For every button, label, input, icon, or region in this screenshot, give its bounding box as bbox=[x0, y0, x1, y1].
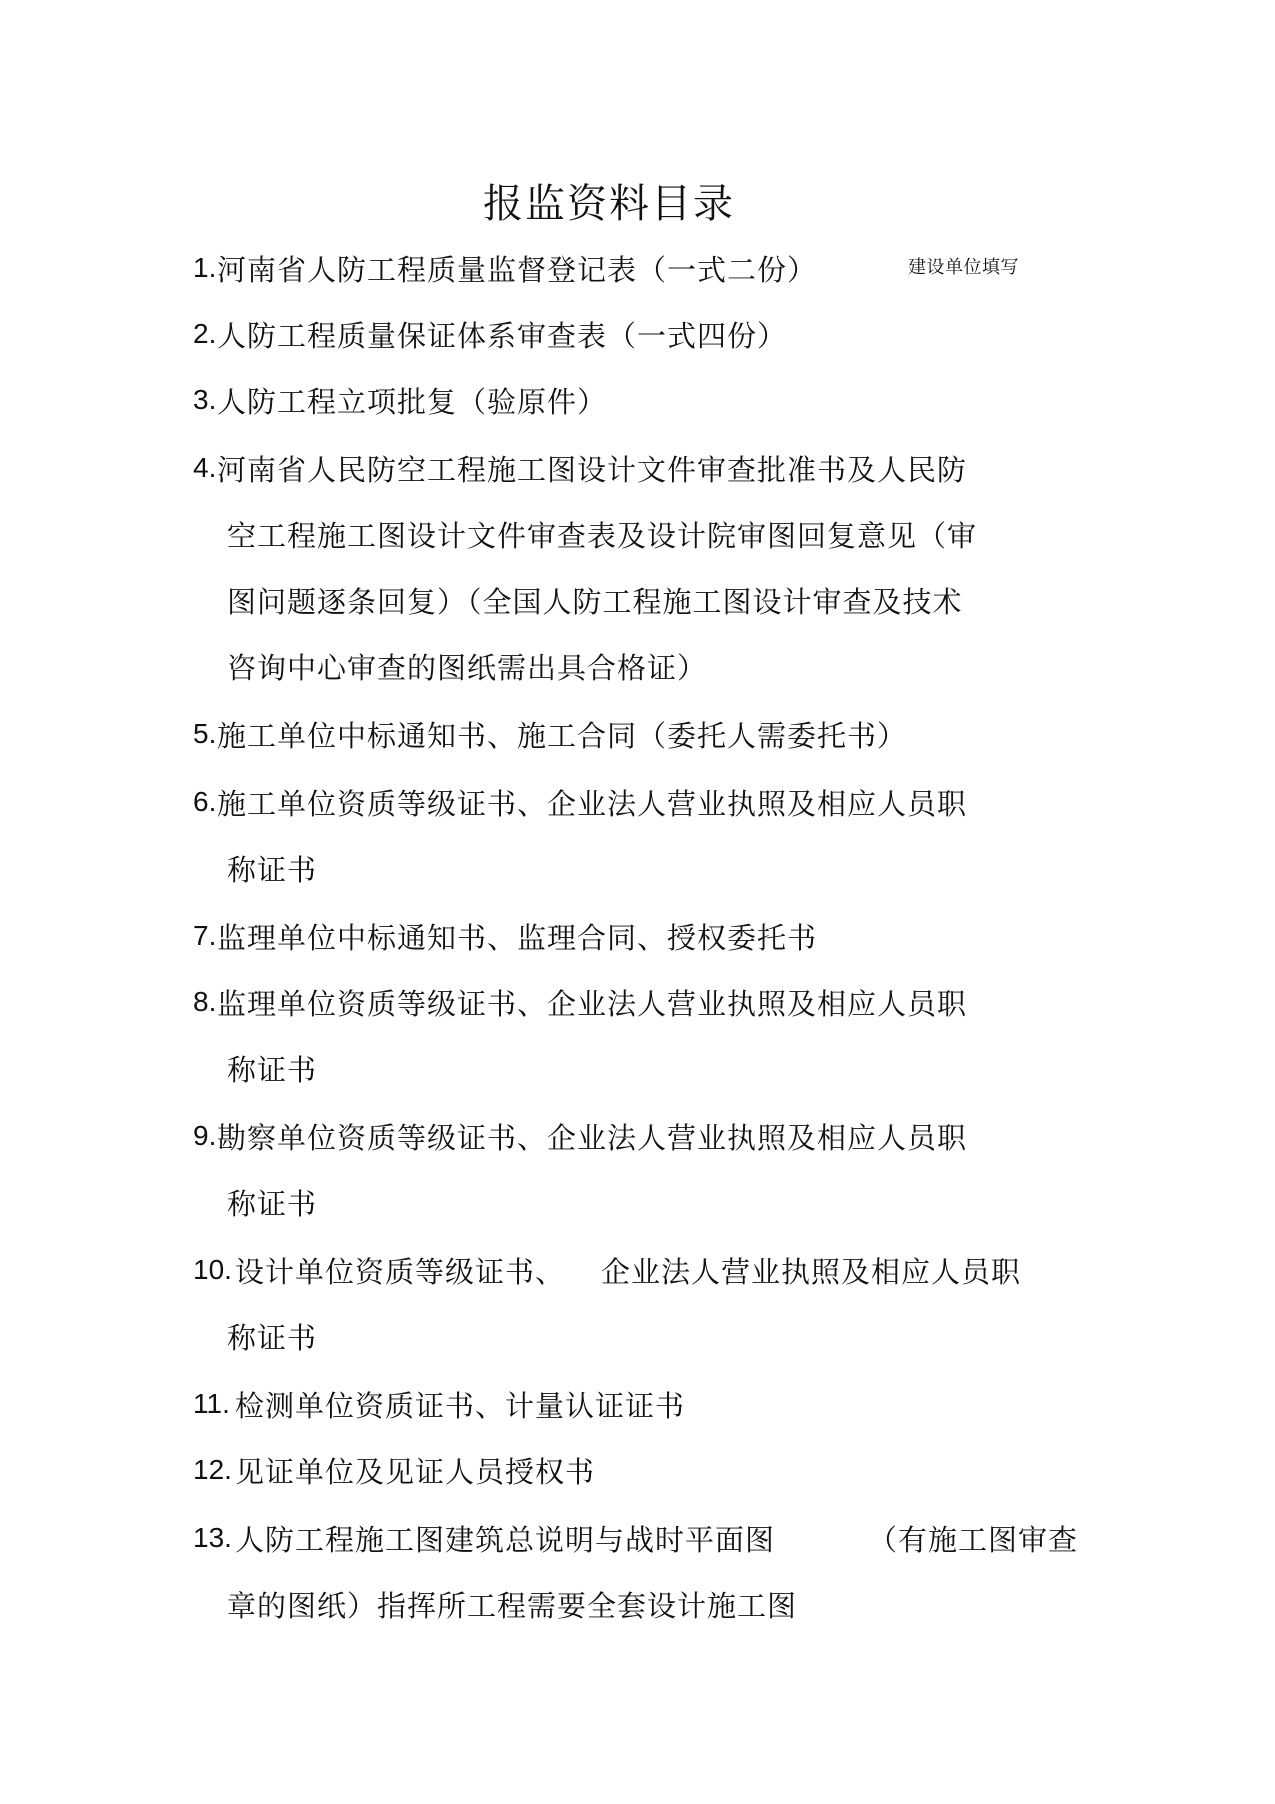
item-13-line-1b: （有施工图审查 bbox=[868, 1523, 1079, 1557]
item-6-line-1: 施工单位资质等级证书、企业法人营业执照及相应人员职 bbox=[217, 787, 968, 821]
item-number-11: 11. bbox=[193, 1388, 230, 1419]
builder-fill-note: 建设单位填写 bbox=[908, 257, 1019, 278]
item-4-line-2: 空工程施工图设计文件审查表及设计院审图回复意见（审 bbox=[227, 519, 978, 553]
item-7-line-1: 监理单位中标通知书、监理合同、授权委托书 bbox=[217, 921, 818, 955]
item-number-9: 9. bbox=[193, 1120, 217, 1151]
item-5-line-1: 施工单位中标通知书、施工合同（委托人需委托书） bbox=[217, 719, 908, 753]
item-number-12: 12. bbox=[193, 1454, 232, 1485]
item-13-line-2: 章的图纸）指挥所工程需要全套设计施工图 bbox=[227, 1589, 798, 1623]
item-number-3: 3. bbox=[193, 384, 217, 415]
item-9-line-1: 勘察单位资质等级证书、企业法人营业执照及相应人员职 bbox=[217, 1121, 968, 1155]
item-number-7: 7. bbox=[193, 920, 217, 951]
item-number-13: 13. bbox=[193, 1522, 232, 1553]
item-8-line-2: 称证书 bbox=[227, 1053, 318, 1087]
item-9-line-2: 称证书 bbox=[227, 1187, 318, 1221]
item-2-line-1: 人防工程质量保证体系审查表（一式四份） bbox=[217, 319, 788, 353]
item-13-line-1: 人防工程施工图建筑总说明与战时平面图 bbox=[235, 1523, 776, 1557]
item-number-4: 4. bbox=[193, 452, 217, 483]
item-number-6: 6. bbox=[193, 786, 217, 817]
item-number-10: 10. bbox=[193, 1254, 232, 1285]
item-number-1: 1. bbox=[193, 252, 217, 283]
item-number-8: 8. bbox=[193, 986, 217, 1017]
item-11-line-1: 检测单位资质证书、计量认证证书 bbox=[235, 1389, 686, 1423]
item-10-line-1: 设计单位资质等级证书、 bbox=[235, 1255, 566, 1289]
item-3-line-1: 人防工程立项批复（验原件） bbox=[217, 385, 608, 419]
item-6-line-2: 称证书 bbox=[227, 853, 318, 887]
item-number-2: 2. bbox=[193, 318, 217, 349]
item-8-line-1: 监理单位资质等级证书、企业法人营业执照及相应人员职 bbox=[217, 987, 968, 1021]
item-12-line-1: 见证单位及见证人员授权书 bbox=[235, 1455, 596, 1489]
item-1-line-1: 河南省人防工程质量监督登记表（一式二份） bbox=[217, 253, 818, 287]
item-4-line-4: 咨询中心审查的图纸需出具合格证） bbox=[227, 651, 708, 685]
item-4-line-1: 河南省人民防空工程施工图设计文件审查批准书及人民防 bbox=[217, 453, 968, 487]
item-10-line-1b: 企业法人营业执照及相应人员职 bbox=[601, 1255, 1022, 1289]
item-10-line-2: 称证书 bbox=[227, 1321, 318, 1355]
item-4-line-3: 图问题逐条回复）（全国人防工程施工图设计审查及技术 bbox=[227, 585, 963, 619]
item-number-5: 5. bbox=[193, 718, 217, 749]
page-title: 报监资料目录 bbox=[483, 181, 735, 227]
